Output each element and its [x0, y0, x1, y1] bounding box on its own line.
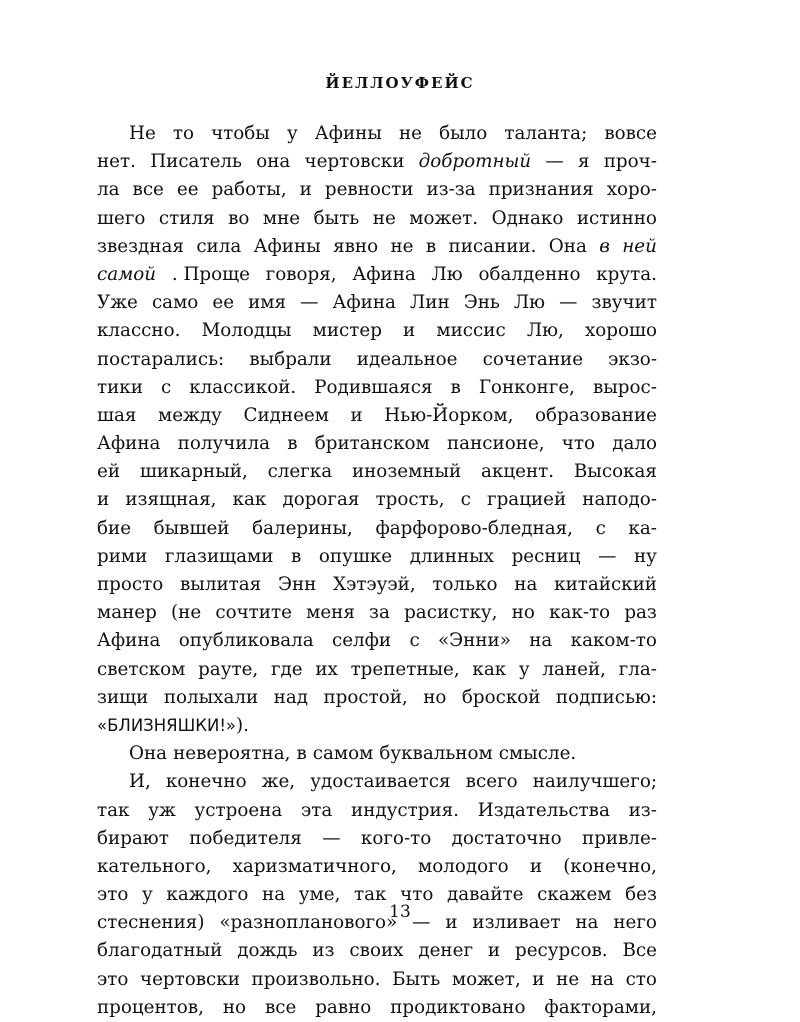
word: сила [196, 235, 242, 257]
word: быть [313, 207, 360, 229]
word: из [312, 940, 335, 962]
word: мне [262, 207, 301, 229]
word: в [296, 743, 307, 765]
word: уж [148, 799, 176, 821]
word: подписью: [555, 686, 657, 708]
word: шего [97, 207, 146, 229]
word: экзо- [608, 348, 657, 370]
word: в [599, 235, 610, 257]
word: все [264, 996, 297, 1018]
word: сочетание [482, 348, 584, 370]
word: звездная [97, 235, 184, 257]
word: не [398, 123, 422, 144]
word: как-то [549, 602, 611, 624]
word: опушке [318, 545, 393, 567]
word: писании. [448, 235, 537, 257]
word: и [350, 404, 363, 426]
word: Сиднеем [243, 404, 329, 426]
word: Лин [410, 292, 450, 314]
word: я [577, 151, 590, 173]
word: дорогая [282, 489, 360, 511]
word: сто [625, 968, 657, 990]
word: каждого [166, 884, 249, 906]
word: своих [349, 940, 404, 962]
word: стеснения) [97, 912, 205, 934]
word: то [172, 123, 194, 144]
word: рауте, [198, 658, 259, 680]
word: Афина [97, 433, 161, 455]
word: кого-то [360, 827, 432, 849]
word: может, [451, 968, 521, 990]
word: обалденно [478, 263, 581, 285]
word: — [300, 292, 319, 314]
word: уме, [298, 884, 341, 906]
word: чертовски [140, 968, 240, 990]
word: явно [333, 235, 379, 257]
text-line [97, 205, 657, 233]
word: денег [418, 940, 474, 962]
word: но [222, 996, 247, 1018]
word: как [232, 489, 267, 511]
text-line [97, 797, 657, 825]
word: и [532, 968, 545, 990]
word: ла [97, 179, 120, 201]
word: во [228, 207, 250, 229]
word: Афины [314, 123, 382, 144]
text-line [97, 486, 657, 514]
word: британском [314, 433, 430, 455]
word: Афина [97, 630, 161, 652]
word: и [529, 855, 543, 877]
word: просто [97, 574, 164, 595]
word: за [369, 602, 390, 624]
word: и [299, 179, 312, 201]
word: с [409, 630, 420, 652]
word: скажем [537, 884, 612, 906]
word: Издательства [477, 799, 610, 821]
word: постарались: [97, 348, 225, 370]
word: ее [212, 292, 235, 314]
word: хорошо [584, 320, 657, 342]
word: Молодцы [201, 320, 292, 342]
word: светском [97, 658, 186, 680]
word: ревности [324, 179, 414, 201]
word: Энь [463, 292, 500, 314]
word: факторами, [544, 996, 657, 1018]
word: ресниц [511, 545, 581, 567]
word: в [425, 235, 437, 257]
word: признания [488, 179, 594, 201]
word: . Проще [171, 263, 250, 285]
word: Однако [491, 207, 564, 229]
text-line [97, 599, 657, 627]
text-line [97, 346, 657, 374]
word: истинно [576, 207, 657, 229]
word: опубликовала [178, 630, 314, 652]
word: и [445, 912, 458, 934]
word: образование [534, 404, 657, 426]
word: только [432, 574, 498, 595]
word: может. [409, 207, 479, 229]
word: всего [465, 771, 518, 793]
word: ее [176, 179, 199, 201]
word: стиля [158, 207, 215, 229]
word: как [472, 658, 507, 680]
word: Лю, [526, 320, 564, 342]
word: — [412, 912, 431, 934]
text-line [97, 853, 657, 881]
word: с [595, 517, 606, 539]
word: рими [97, 545, 148, 567]
body-text [97, 120, 657, 1022]
word: него [613, 912, 657, 934]
word: у [142, 884, 153, 906]
word: Все [622, 940, 657, 962]
word: ка- [628, 517, 657, 539]
word: произвольно. [251, 968, 381, 990]
text-line [97, 768, 657, 796]
word: проч- [603, 151, 657, 173]
word: бывшей [153, 517, 230, 539]
word: миссис [436, 320, 506, 342]
word: Афина [352, 263, 416, 285]
text-line [97, 374, 657, 402]
word: между [158, 404, 222, 426]
word: самой [97, 263, 157, 285]
word: из-за [426, 179, 476, 201]
word: устроена [194, 799, 283, 821]
word: наподо- [582, 489, 657, 511]
word: не [372, 207, 396, 229]
word: мистер [312, 320, 382, 342]
word: крута. [596, 263, 657, 285]
word: удостаивается [310, 771, 451, 793]
word: на [529, 630, 553, 652]
word: Гонконге, [478, 376, 575, 398]
word: их [315, 658, 338, 680]
word: победителя [189, 827, 302, 849]
word: и [97, 489, 110, 511]
text-line [97, 937, 657, 965]
text-line [97, 627, 657, 655]
word: давайте [446, 884, 524, 906]
word: грацией [487, 489, 567, 511]
word: И, [129, 771, 151, 793]
word: расистку, [404, 602, 498, 624]
word: (конечно, [563, 855, 657, 877]
word: нет. [97, 151, 136, 173]
word: Уже [97, 292, 138, 314]
word: глазищами [164, 545, 274, 567]
word: бирают [97, 827, 169, 849]
word: (не [171, 602, 202, 624]
word: полыхали [163, 686, 259, 708]
word: в [291, 545, 302, 567]
word: но [423, 686, 447, 708]
word: раз [624, 602, 657, 624]
text-line [97, 233, 657, 261]
word: сочтите [215, 602, 292, 624]
word: над [273, 686, 308, 708]
text-line [97, 994, 657, 1022]
word: само [151, 292, 199, 314]
word: Афины [253, 235, 321, 257]
word: Хэтэуэй, [333, 574, 416, 595]
text-line [97, 148, 657, 176]
text-line [97, 966, 657, 994]
word: изливает [472, 912, 561, 934]
word: так [354, 884, 387, 906]
word: наилучшего; [532, 771, 657, 793]
word: чтобы [211, 123, 270, 144]
word: индустрия. [351, 799, 459, 821]
word: пансионе, [447, 433, 545, 455]
text-line [97, 317, 657, 345]
text-line [97, 261, 657, 289]
word: равно [315, 996, 372, 1018]
word: трепетные, [350, 658, 460, 680]
word: Высокая [573, 461, 657, 483]
word: длинных [409, 545, 494, 567]
word: идеальное [356, 348, 458, 370]
word: ланей, [542, 658, 606, 680]
word: «Энни» [438, 630, 511, 652]
running-title: ЙЕЛЛОУФЕЙС [325, 74, 475, 92]
word: все [132, 179, 164, 201]
word: классикой. [189, 376, 297, 398]
text-line [97, 402, 657, 430]
word: на [575, 912, 599, 934]
word: ресурсов. [515, 940, 608, 962]
text-line [97, 543, 657, 571]
word: что [400, 884, 434, 906]
word: Она [548, 235, 587, 257]
word: она [256, 151, 291, 173]
word: где [270, 658, 303, 680]
text-line [97, 825, 657, 853]
word: конечно [165, 771, 247, 793]
word: таланта; [504, 123, 588, 144]
word: дождь [237, 940, 298, 962]
word: вылитая [180, 574, 262, 595]
word: буквальном [379, 743, 493, 765]
word: ну [633, 545, 657, 567]
word: акцент. [481, 461, 555, 483]
word: самом [312, 743, 374, 765]
word: манер [97, 602, 157, 624]
word: это [97, 884, 129, 906]
word: это [97, 968, 129, 990]
word: привле- [582, 827, 657, 849]
word: молодого [418, 855, 509, 877]
word: вовсе [604, 123, 657, 144]
word: у [518, 658, 530, 680]
word: говоря, [265, 263, 337, 285]
word: — [598, 545, 617, 567]
word: балерины, [252, 517, 353, 539]
word: меня [306, 602, 355, 624]
word: процентов, [97, 996, 204, 1018]
word: хоро- [606, 179, 657, 201]
word: Она [129, 743, 168, 765]
word: броской [461, 686, 541, 708]
word: у [286, 123, 298, 144]
word: шая [97, 404, 137, 426]
word: с [160, 376, 172, 398]
word: же, [261, 771, 296, 793]
word: благодатный [97, 940, 223, 962]
word: Нью-Йорком, [384, 404, 514, 426]
text-line [97, 120, 657, 148]
word: так [97, 799, 130, 821]
page-number: 13 [389, 902, 411, 922]
text-line [97, 740, 657, 768]
word: классно. [97, 320, 181, 342]
word: Лю [513, 292, 546, 314]
word: Энн [277, 574, 317, 595]
word: с [460, 489, 471, 511]
word: выбрали [249, 348, 332, 370]
word: ей [97, 461, 121, 483]
word: на [590, 968, 614, 990]
word: но [511, 602, 535, 624]
word: добротный [418, 151, 532, 173]
word: зищи [97, 686, 149, 708]
word: не [556, 968, 580, 990]
text-line [97, 430, 657, 458]
word: дало [612, 433, 657, 455]
word: — [545, 151, 564, 173]
text-line [97, 656, 657, 684]
word: Родившаяся [314, 376, 433, 398]
word: харизматичного, [232, 855, 397, 877]
text-line [97, 684, 657, 712]
word: на [262, 884, 286, 906]
word: и [487, 940, 501, 962]
word: достаточно [451, 827, 562, 849]
text-line [97, 289, 657, 317]
word: простой, [323, 686, 408, 708]
word: — [559, 292, 578, 314]
word: китайский [554, 574, 657, 595]
word: получила [177, 433, 271, 455]
text-line [97, 458, 657, 486]
word: бие [97, 517, 132, 539]
word: не [390, 235, 414, 257]
word: без [625, 884, 657, 906]
word: ней [622, 235, 657, 257]
word: в [287, 433, 298, 455]
word: тики [97, 376, 143, 398]
word: на [514, 574, 538, 595]
word: кательного, [97, 855, 212, 877]
text-line [97, 712, 657, 740]
word: шикарный, [139, 461, 248, 483]
word: изящная, [125, 489, 217, 511]
word: что [561, 433, 595, 455]
word: из- [628, 799, 657, 821]
word: «разнопланового» [219, 912, 398, 934]
word: работы, [211, 179, 287, 201]
word: Быть [392, 968, 441, 990]
text-line [97, 515, 657, 543]
word: «БЛИЗНЯШКИ!» [97, 715, 237, 735]
word: селфи [331, 630, 392, 652]
word: было [439, 123, 488, 144]
word: Писатель [150, 151, 242, 173]
text-line [97, 176, 657, 204]
word: фарфорово-бледная, [375, 517, 573, 539]
word: Афина [332, 292, 396, 314]
word: и [403, 320, 416, 342]
word: звучит [591, 292, 657, 314]
word: имя [248, 292, 287, 314]
word: невероятна, [173, 743, 291, 765]
word: чертовски [304, 151, 405, 173]
word: слегка [267, 461, 333, 483]
word: каком-то [570, 630, 657, 652]
word: гла- [618, 658, 657, 680]
word: — [322, 827, 341, 849]
word: ). [236, 714, 249, 736]
word: смысле. [498, 743, 577, 765]
word: в [450, 376, 461, 398]
word: трость, [375, 489, 445, 511]
word: вырос- [592, 376, 657, 398]
word: Лю [431, 263, 463, 285]
word: эта [301, 799, 333, 821]
text-line [97, 571, 657, 599]
word: иноземный [351, 461, 462, 483]
word: продиктовано [390, 996, 526, 1018]
word: Не [129, 123, 156, 144]
